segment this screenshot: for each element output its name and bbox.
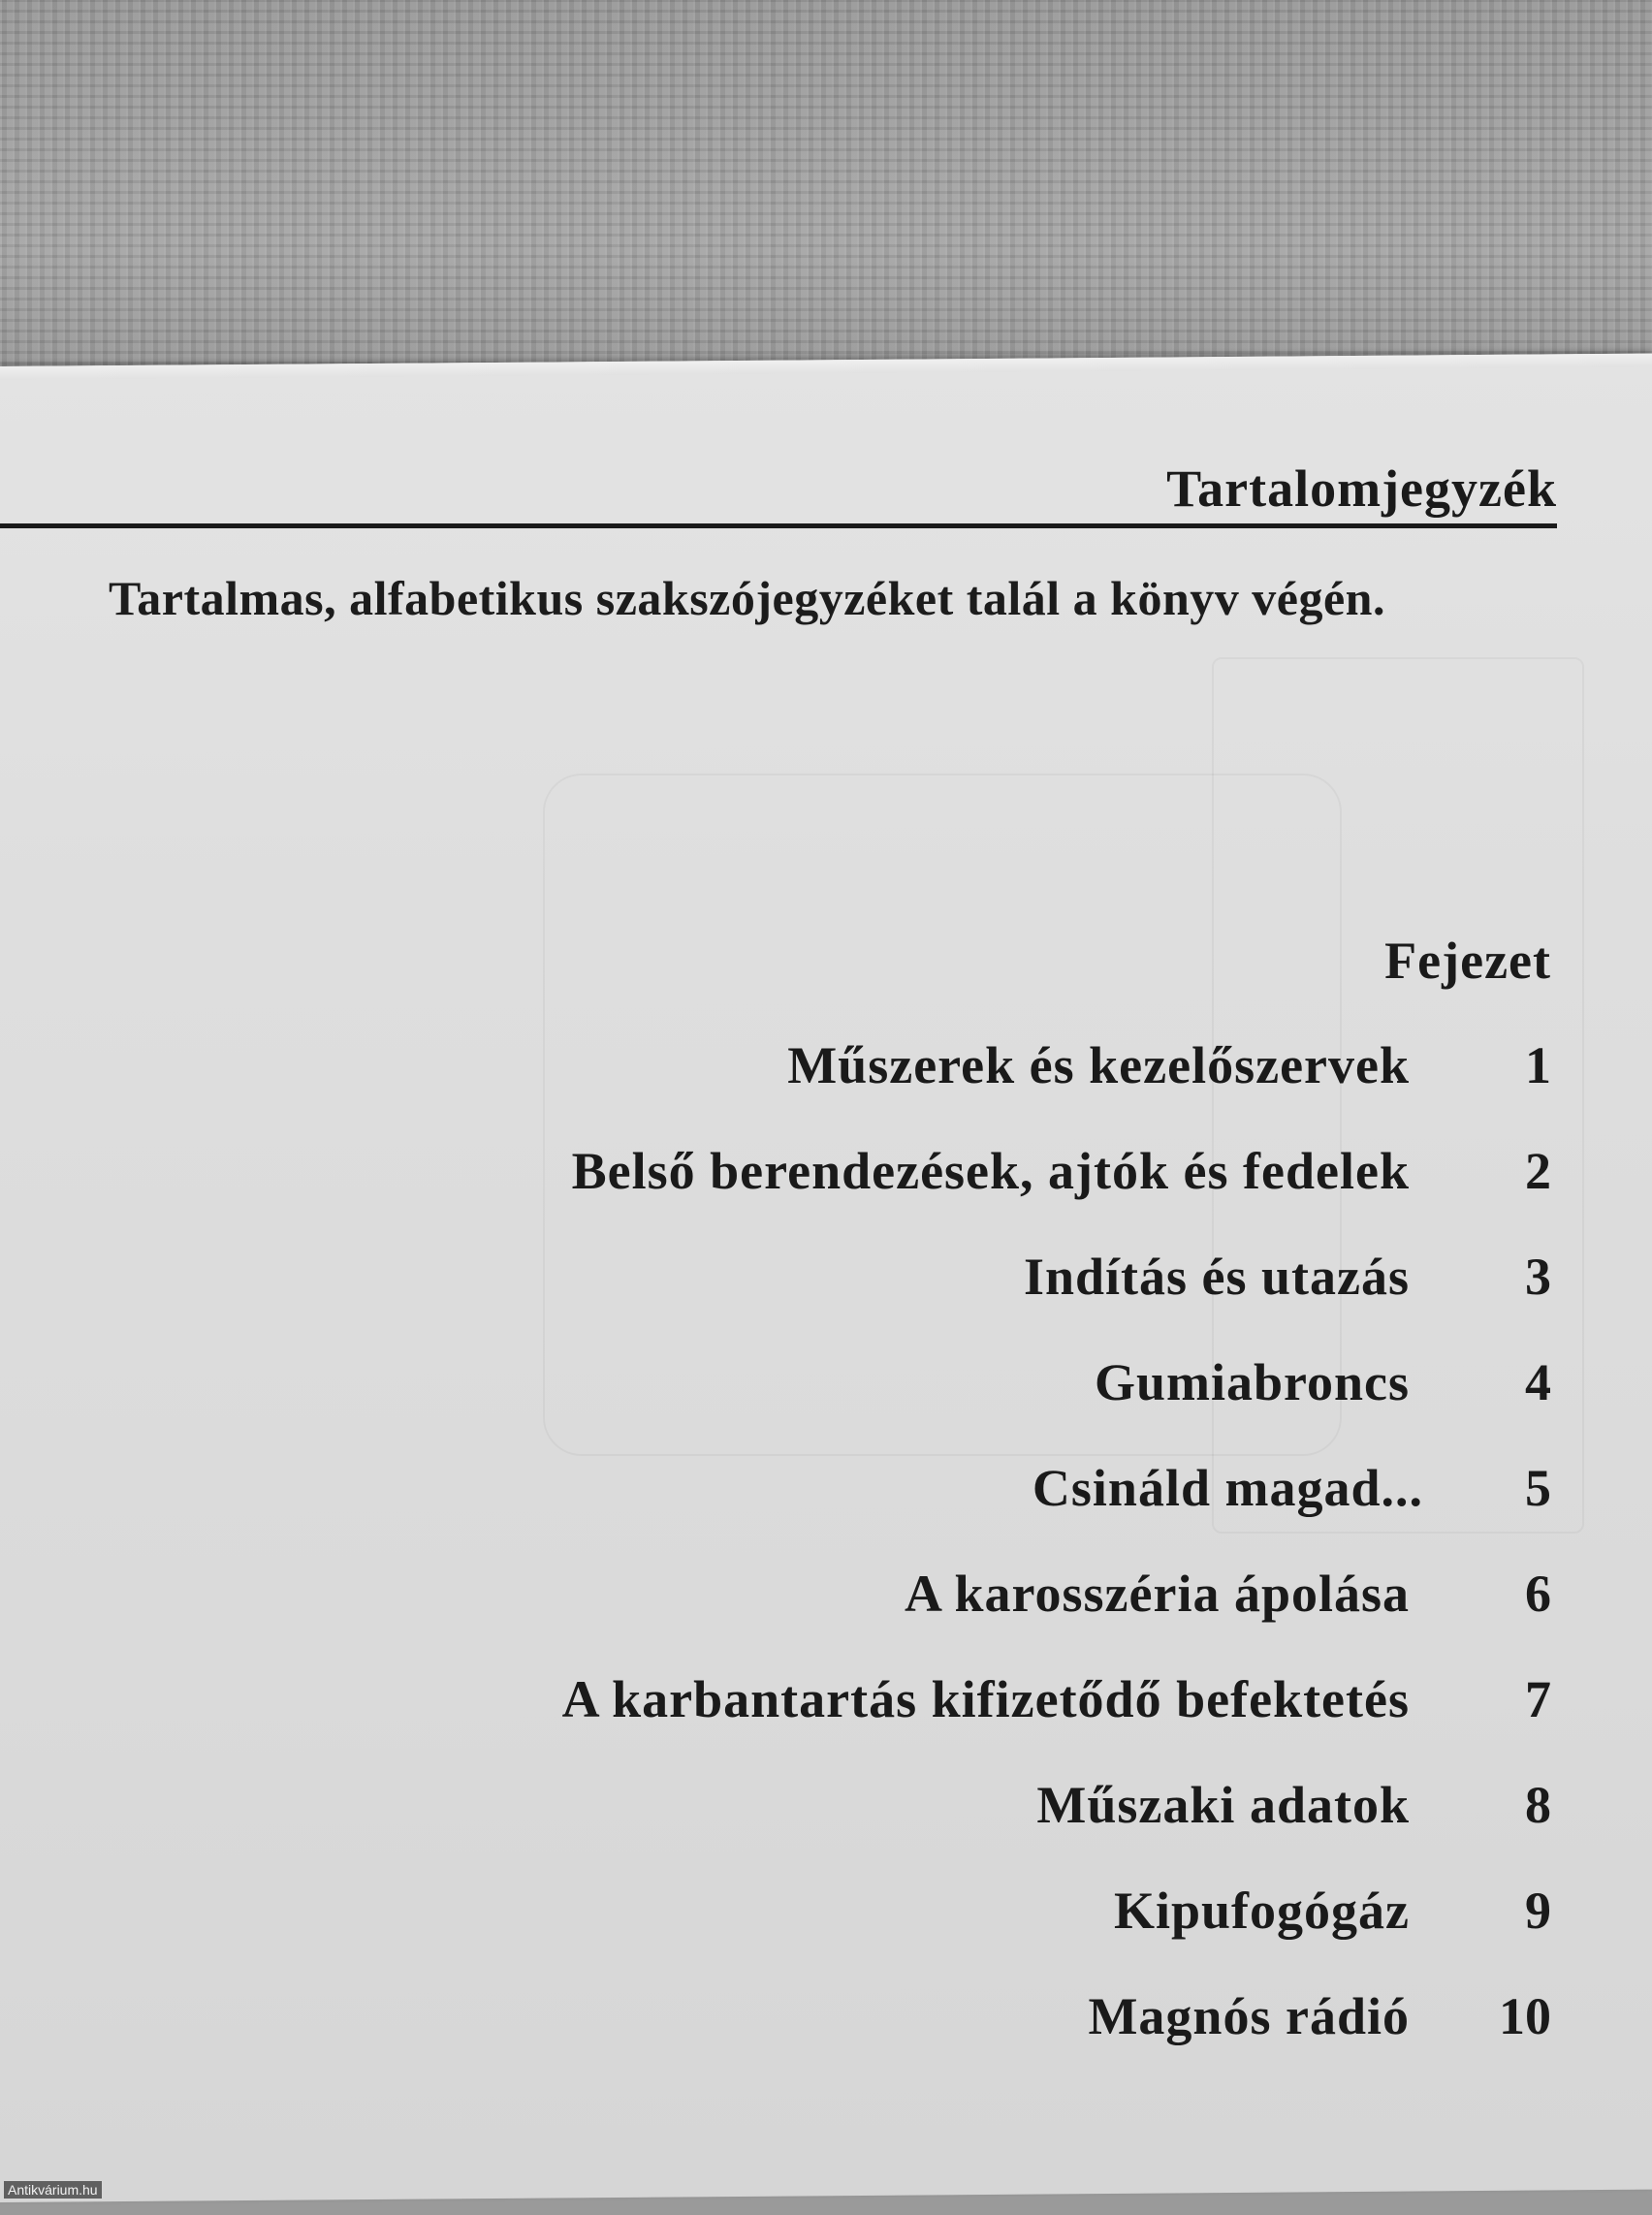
toc-entry-number: 4	[1525, 1353, 1551, 1411]
toc-entry-number: 8	[1525, 1776, 1551, 1834]
toc-entry-title: Belső berendezések, ajtók és fedelek	[571, 1142, 1410, 1200]
toc-entry-title: A karosszéria ápolása	[904, 1565, 1410, 1623]
toc-entry-number: 2	[1525, 1142, 1551, 1200]
toc-entry[interactable]	[0, 1352, 1652, 1458]
toc-entry[interactable]	[0, 1986, 1652, 2092]
toc-entry[interactable]	[0, 1141, 1652, 1247]
toc-entry[interactable]	[0, 1247, 1652, 1352]
toc-entry-number: 9	[1525, 1882, 1551, 1940]
toc-entry-title: Műszaki adatok	[1036, 1776, 1410, 1834]
toc-entry-title: Műszerek és kezelőszervek	[787, 1036, 1410, 1094]
toc-entry-number: 6	[1525, 1565, 1551, 1623]
toc-entry-title: A karbantartás kifizetődő befektetés	[561, 1670, 1410, 1728]
toc-entry[interactable]	[0, 1458, 1652, 1564]
toc-entry-title: Gumiabroncs	[1094, 1353, 1410, 1411]
page-title: Tartalomjegyzék	[1166, 459, 1557, 518]
desk-background	[0, 0, 1652, 407]
page-subtitle: Tartalmas, alfabetikus szakszójegyzéket talál a könyv végén.	[109, 571, 1385, 625]
toc-entry-title: Magnós rádió	[1088, 1987, 1410, 2045]
table-of-contents	[0, 1035, 1652, 2092]
toc-entry-number: 3	[1525, 1248, 1551, 1306]
toc-entry-title: Indítás és utazás	[1023, 1248, 1410, 1306]
toc-entry[interactable]	[0, 1564, 1652, 1669]
toc-entry[interactable]	[0, 1035, 1652, 1141]
document-page	[0, 354, 1652, 2202]
chapter-column-header: Fejezet	[1384, 932, 1551, 990]
title-divider	[0, 523, 1557, 528]
toc-entry-number: 7	[1525, 1670, 1551, 1728]
page-content	[0, 366, 1652, 2202]
toc-entry-number: 10	[1499, 1987, 1551, 2045]
toc-entry-number: 1	[1525, 1036, 1551, 1094]
watermark-label: Antikvárium.hu	[4, 2181, 102, 2199]
toc-entry-title: Csináld magad...	[1032, 1459, 1423, 1517]
toc-entry[interactable]	[0, 1669, 1652, 1775]
toc-entry-number: 5	[1525, 1459, 1551, 1517]
toc-entry[interactable]	[0, 1775, 1652, 1881]
toc-entry-title: Kipufogógáz	[1113, 1882, 1410, 1940]
toc-entry[interactable]	[0, 1881, 1652, 1986]
